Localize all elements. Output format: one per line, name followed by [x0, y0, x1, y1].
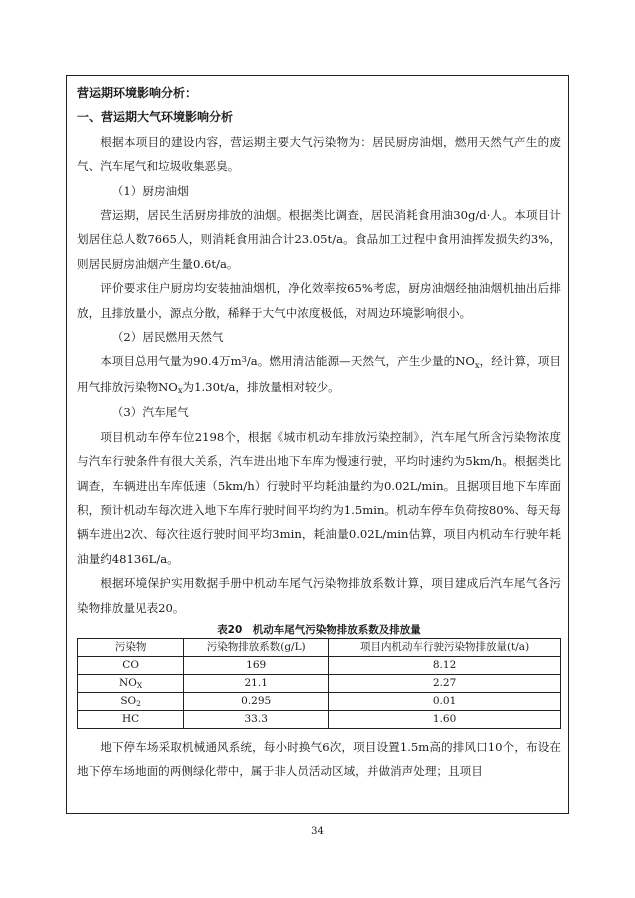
table-row [78, 656, 561, 674]
item2-title: （2）居民燃用天然气 [111, 330, 224, 345]
table-row [78, 692, 561, 710]
item2-paragraph: 本项目总用气量为90.4万$m^3/a$。燃用清洁能源—天然气，产生少量的$NO_x$，经计算，项目用气排放污染物$NO_x$为1.30t/a，排放量相对较少。 [77, 353, 561, 395]
item3-paragraph-2: 根据环境保护实用数据手册中机动车尾气污染物排放系数计算，项目建成后汽车尾气各污染物排放量见表20。 [77, 576, 561, 615]
table20-title: 表20 机动车尾气污染物排放系数及排放量 [217, 623, 421, 636]
table-header-cell: 污染物 [78, 638, 184, 656]
item3-paragraph-1: 项目机动车停车位2198个，根据《城市机动车排放污染控制》，汽车尾气所含污染物浓度与汽车行驶条件有很大关系，汽车进出地下车库为慢速行驶，平均时速约为5km/h。根据类比调查，车辆进出车库低速（5km/h）行驶时平均耗油量约为0.02L/min。且据项目地下车库面积，预计机动车每次进入地下车库行驶时间平均约为1.5min。机动车停车负荷按80%、每天每辆车进出2次、每次往返行驶时间平均3min，耗油量0.02L/min估算，项目内机动车行驶年耗油量约48136L/a。 [77, 429, 561, 566]
content-frame [66, 75, 569, 814]
coefficient-cell: 33.3 [184, 710, 329, 728]
table-row [78, 674, 561, 692]
pollutant-cell: $SO_2$ [78, 692, 184, 710]
table-header-cell: 污染物排放系数(g/L) [184, 638, 329, 656]
table-row [78, 710, 561, 728]
item1-paragraph-2: 评价要求住户厨房均安装抽油烟机，净化效率按65%考虑，厨房油烟经抽油烟机抽出后排放，且排放量小，源点分散，稀释于大气中浓度极低，对周边环境影响很小。 [77, 281, 561, 320]
pollutant-cell: HC [78, 710, 184, 728]
final-paragraph: 地下停车场采取机械通风系统，每小时换气6次，项目设置1.5m高的排风口10个，布设在地下停车场地面的两侧绿化带中，属于非人员活动区域，并做消声处理；且项目 [77, 739, 561, 779]
item1-title: （1）厨房油烟 [111, 183, 189, 198]
section-title: 营运期环境影响分析： [77, 86, 198, 100]
table-header-cell: 项目内机动车行驶污染物排放量(t/a) [329, 638, 561, 656]
coefficient-cell: 169 [184, 656, 329, 674]
item3-title: （3）汽车尾气 [111, 405, 189, 420]
item1-paragraph-1: 营运期，居民生活厨房排放的油烟。根据类比调查，居民消耗食用油30g/d·人。本项目计划居住总人数7665人，则消耗食用油合计23.05t/a。食品加工过程中食用油挥发损失约3%，则居民厨房油烟产生量0.6t/a。 [77, 208, 561, 271]
amount-cell: 8.12 [329, 656, 561, 674]
document-body [67, 76, 568, 784]
subsection-title: 一、营运期大气环境影响分析 [77, 110, 234, 125]
page-number: 34 [311, 826, 324, 837]
amount-cell: 2.27 [329, 674, 561, 692]
pollutant-cell: $NO_X$ [78, 674, 184, 692]
pollutant-cell: CO [78, 656, 184, 674]
table-header-row [78, 638, 561, 656]
coefficient-cell: 21.1 [184, 674, 329, 692]
amount-cell: 1.60 [329, 710, 561, 728]
amount-cell: 0.01 [329, 692, 561, 710]
coefficient-cell: 0.295 [184, 692, 329, 710]
table20 [77, 638, 561, 729]
intro-paragraph: 根据本项目的建设内容，营运期主要大气污染物为：居民厨房油烟，燃用天然气产生的废气、汽车尾气和垃圾收集恶臭。 [77, 134, 561, 174]
